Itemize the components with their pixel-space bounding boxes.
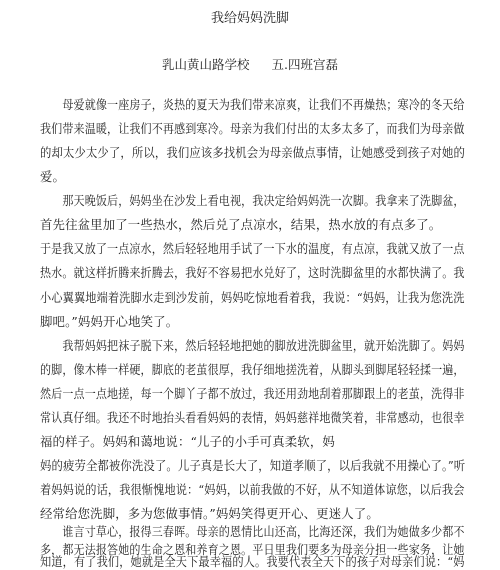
text-line: 着妈妈说的话，我很惭愧地说：“妈妈，以前我做的不好，从不知道体谅您，以后我会 [40,482,465,497]
text-line: 于是我又放了一点凉水，然后轻轻地用手试了一下水的温度，有点凉，我就又放了一点 [40,241,465,256]
text-line: 的脚，像木棒一样硬，脚底的老茧很厚，我仔细地搓洗着，从脚头到脚尾轻轻揉一遍， [40,362,465,377]
school-name: 乳山黄山路学校 [162,57,250,72]
text-line: 首先往盆里加了一些热水，然后兑了点凉水，结果，热水放的有点多了。 [40,217,442,232]
author-line [0,56,500,74]
text-line: 知道，有了我们，她就是全天下最幸福的人。我要代表全天下的孩子对母亲们说：“妈 [40,554,465,569]
text-line: 热水。就这样折腾来折腾去，我好不容易把水兑好了，这时洗脚盆里的水都快满了。我 [40,265,465,280]
text-line: 妈的疲劳全都被你洗没了。儿子真是长大了，知道孝顺了，以后我就不用操心了。”听 [40,458,466,473]
text-line: 福的样子。妈妈和蔼地说：“儿子的小手可真柔软，妈 [40,434,335,449]
text-line: 爱。 [40,169,66,184]
text-line: 小心翼翼地端着洗脚水走到沙发前，妈妈吃惊地看着我，我说：“妈妈，让我为您洗洗 [40,290,465,305]
text-line: 经常给您洗脚，多为您做事情。”妈妈笑得更开心、更迷人了。 [40,506,379,521]
text-line: 的却太少太少了，所以，我们应该多找机会为母亲做点事情，让她感受到孩子对她的 [40,145,466,160]
text-line: 常认真仔细。我还不时地抬头看看妈妈的表情，妈妈慈祥地微笑着，非常感动，也很幸 [40,410,465,425]
text-line: 母爱就像一座房子，炎热的夏天为我们带来凉爽，让我们不再燥热；寒冷的冬天给 [40,97,465,112]
author-name: 五.四班宫磊 [271,57,338,72]
text-line: 我帮妈妈把袜子脱下来，然后轻轻地把她的脚放进洗脚盆里，就开始洗脚了。妈妈 [40,338,465,353]
text-line: 脚吧。”妈妈开心地笑了。 [40,314,179,329]
text-line: 我们带来温暖，让我们不再感到寒冷。母亲为我们付出的太多太多了，而我们为母亲做 [40,121,465,136]
text-line: 谁言寸草心，报得三春晖。母亲的恩情比山还高，比海还深，我们为她做多少都不 [40,524,465,539]
document-title: 我给妈妈洗脚 [210,11,289,26]
text-line: 然后一点一点地搓，每一个脚丫子都不放过，我还用劲地刮着那脚跟上的老茧，洗得非 [40,386,465,401]
text-line: 那天晚饭后，妈妈坐在沙发上看电视，我决定给妈妈洗一次脚。我拿来了洗脚盆， [40,193,465,208]
text-line: 多，都无法报答她的生命之恩和养育之恩。平日里我们要多为母亲分担一些家务，让她 [40,542,465,557]
